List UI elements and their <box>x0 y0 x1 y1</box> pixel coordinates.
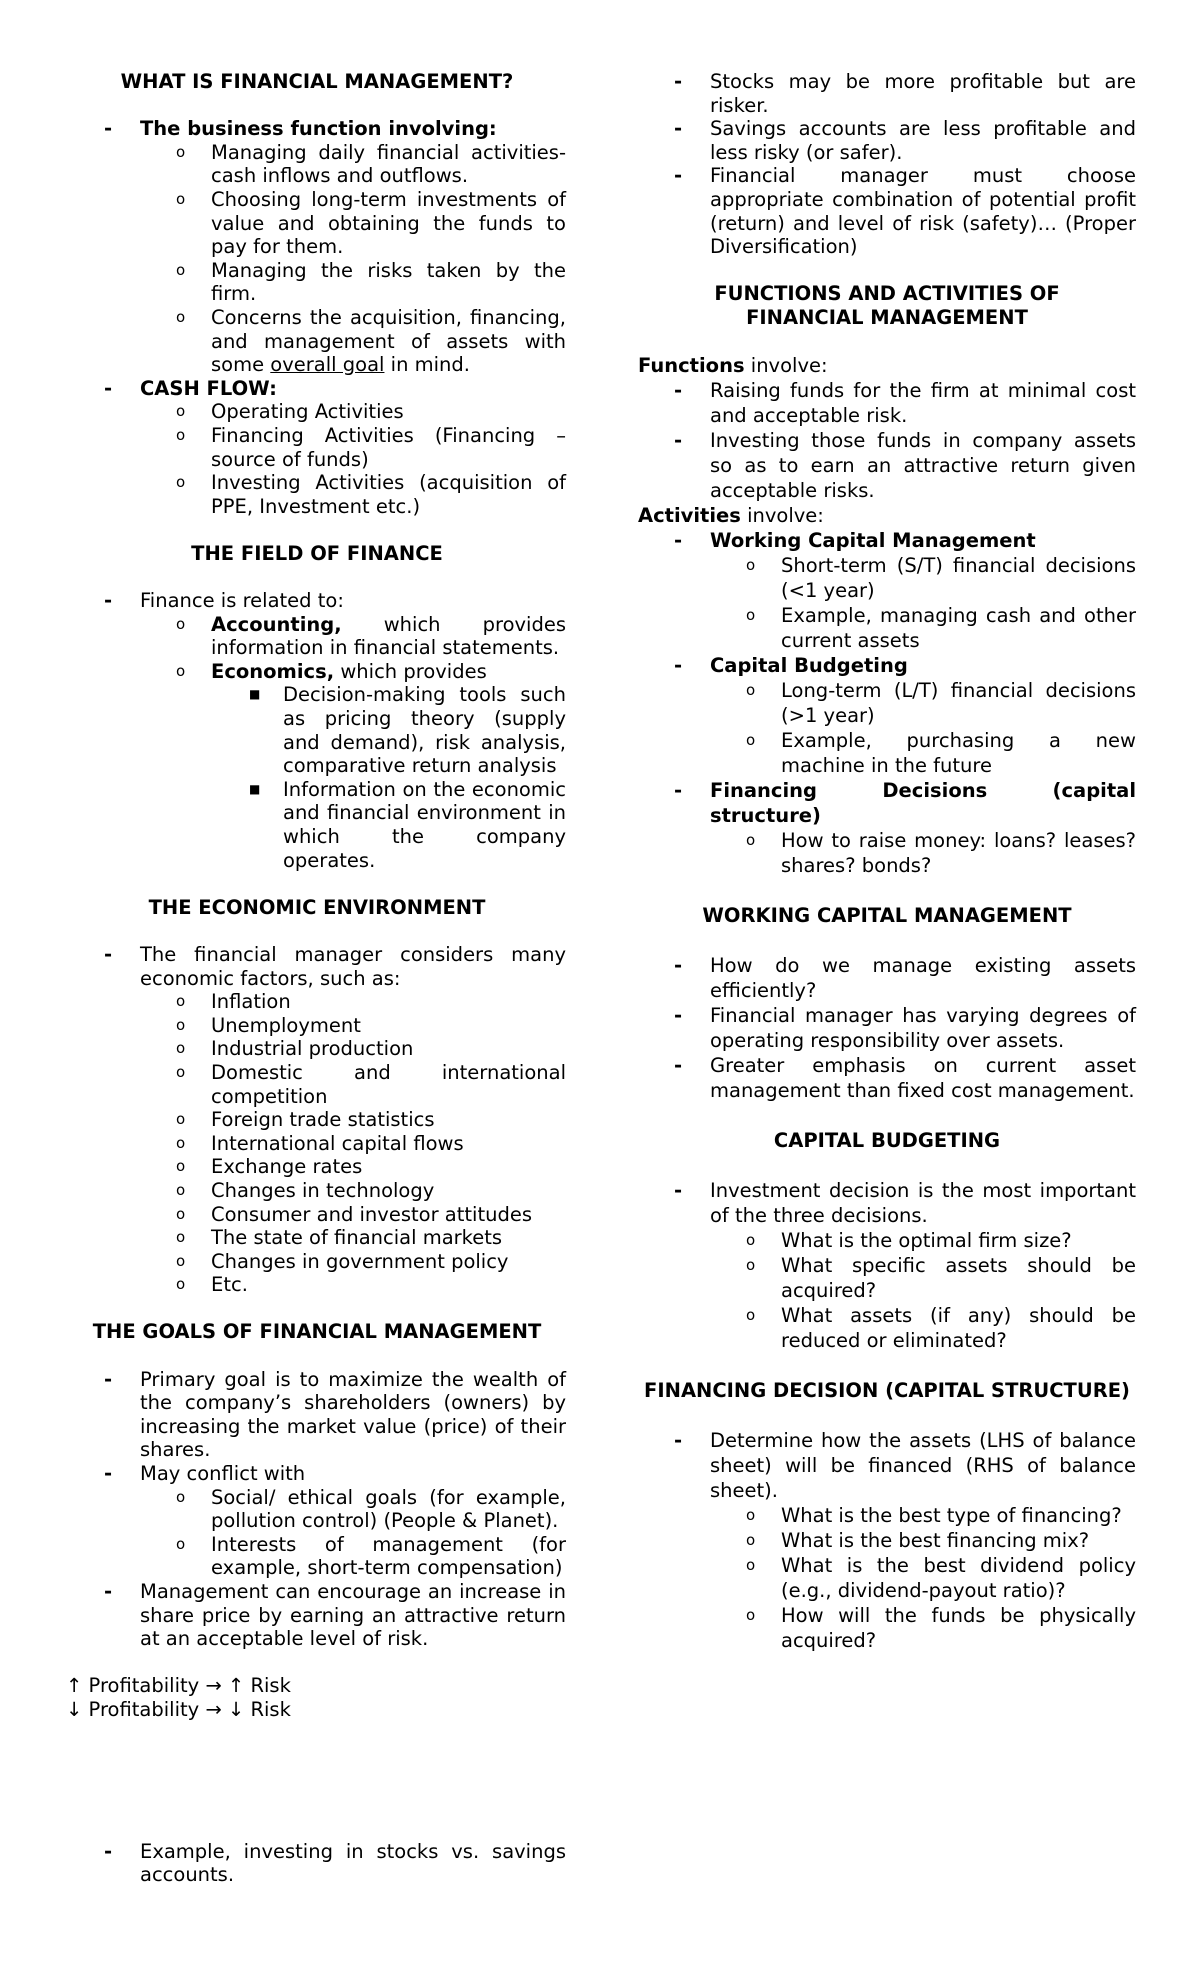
list-item: o Example, purchasing a new machine in the future <box>746 729 1136 778</box>
bullet-management: - Management can encourage an increase in share price by earning an attractive return at an acceptable level of risk. <box>104 1580 566 1651</box>
heading-financing-decision: FINANCING DECISION (CAPITAL STRUCTURE) <box>644 1379 1130 1403</box>
list-item: ■ Decision-making tools such as pricing theory (supply and demand), risk analysis, comparative return analysis <box>249 683 566 778</box>
list-item: o What is the best dividend policy (e.g., dividend-payout ratio)? <box>746 1554 1136 1603</box>
list-item: o Financing Activities (Financing – source of funds) <box>176 423 566 471</box>
list-item: o Changes in government policy <box>176 1249 509 1273</box>
bullet-financial-manager: - Financial manager must choose appropriate combination of potential profit (return) and level of risk (safety)… (Proper Diversification) <box>674 164 1136 259</box>
list-item: o Managing daily financial activities- cash inflows and outflows. <box>176 140 566 188</box>
list-item: o The state of financial markets <box>176 1226 503 1250</box>
list-item: o International capital flows <box>176 1131 464 1155</box>
heading-capital-budgeting: CAPITAL BUDGETING <box>773 1129 1001 1153</box>
list-item: o Exchange rates <box>176 1155 363 1179</box>
right-column <box>638 70 1136 1653</box>
list-item: o Etc. <box>176 1273 248 1297</box>
list-item: o Accounting, which provides information in financial statements. <box>176 612 566 660</box>
heading-working-capital: WORKING CAPITAL MANAGEMENT <box>702 904 1072 928</box>
list-item: o Choosing long-term investments of value and obtaining the funds to pay for them. <box>176 187 566 259</box>
list-item: o Economics, which provides <box>176 659 487 683</box>
list-item: o Short-term (S/T) financial decisions (<1 year) <box>746 554 1136 603</box>
list-item: - Greater emphasis on current asset management than fixed cost management. <box>674 1054 1136 1103</box>
bullet-savings: - Savings accounts are less profitable and less risky (or safer). <box>674 117 1136 164</box>
bullet-financing-decisions: - Financing Decisions (capital structure) <box>674 779 1136 828</box>
bullet-env-lead: - The financial manager considers many economic factors, such as: <box>104 942 566 990</box>
list-item: o Changes in technology <box>176 1178 435 1202</box>
bullet-cash-flow: - CASH FLOW: <box>104 376 277 400</box>
bullet-may-conflict: - May conflict with <box>104 1462 306 1486</box>
list-item: o What is the optimal firm size? <box>746 1229 1072 1253</box>
list-item: - Financial manager has varying degrees of operating responsibility over assets. <box>674 1004 1136 1053</box>
list-item: o Industrial production <box>176 1037 414 1061</box>
left-column <box>68 70 566 1887</box>
list-item: ■ Information on the economic and financial environment in which the company operates. <box>249 777 566 872</box>
bullet-finance-related: - Finance is related to: <box>104 589 344 613</box>
bullet-determine-assets: - Determine how the assets (LHS of balance sheet) will be financed (RHS of balance sheet). <box>674 1429 1136 1503</box>
heading-what-is-fm: WHAT IS FINANCIAL MANAGEMENT? <box>120 70 514 93</box>
heading-goals-of-fm: THE GOALS OF FINANCIAL MANAGEMENT <box>92 1320 542 1344</box>
list-item: o What specific assets should be acquired? <box>746 1254 1136 1303</box>
activities-lead: Activities involve: <box>638 504 824 528</box>
list-item: o Domestic and international competition <box>176 1060 566 1108</box>
bullet-primary-goal: - Primary goal is to maximize the wealth of the company’s shareholders (owners) by increasing the market value (price) of their shares. <box>104 1367 566 1462</box>
bullet-example: - Example, investing in stocks vs. savings accounts. <box>104 1839 566 1887</box>
bullet-raising-funds: - Raising funds for the firm at minimal cost and acceptable risk. <box>674 379 1136 428</box>
list-item: - How do we manage existing assets efficiently? <box>674 954 1136 1003</box>
bullet-business-function: - The business function involving: <box>104 117 497 141</box>
heading-functions-activities: FUNCTIONS AND ACTIVITIES OF FINANCIAL MANAGEMENT <box>714 282 1060 329</box>
profitability-up: ↑ Profitability → ↑ Risk <box>66 1674 291 1698</box>
list-item: o Consumer and investor attitudes <box>176 1202 532 1226</box>
list-item: o Unemployment <box>176 1013 361 1037</box>
list-item: o How to raise money: loans? leases? shares? bonds? <box>746 829 1136 878</box>
bullet-wcm: - Working Capital Management <box>674 529 1036 553</box>
functions-lead: Functions involve: <box>638 354 828 378</box>
list-item: o Operating Activities <box>176 400 404 424</box>
profitability-down: ↓ Profitability → ↓ Risk <box>66 1697 291 1721</box>
bullet-capital-budgeting: - Capital Budgeting <box>674 654 908 678</box>
heading-economic-environment: THE ECONOMIC ENVIRONMENT <box>148 895 486 919</box>
list-item: o What is the best type of financing? <box>746 1504 1122 1528</box>
list-item: o Example, managing cash and other current assets <box>746 604 1136 653</box>
list-item: o Managing the risks taken by the firm. <box>176 258 566 306</box>
list-item: o How will the funds be physically acquired? <box>746 1604 1136 1653</box>
list-item: o What assets (if any) should be reduced or eliminated? <box>746 1304 1136 1353</box>
list-item: o What is the best financing mix? <box>746 1529 1090 1553</box>
bullet-stocks: - Stocks may be more profitable but are risker. <box>674 70 1136 117</box>
list-item: o Investing Activities (acquisition of PPE, Investment etc.) <box>176 471 566 518</box>
list-item: o Interests of management (for example, short-term compensation) <box>176 1532 566 1580</box>
heading-field-of-finance: THE FIELD OF FINANCE <box>191 541 443 565</box>
list-item: o Long-term (L/T) financial decisions (>1 year) <box>746 679 1136 728</box>
list-item: o Foreign trade statistics <box>176 1108 435 1132</box>
list-item: o Concerns the acquisition, financing, and management of assets with some overall goal in mind. <box>176 305 566 377</box>
bullet-investing-funds: - Investing those funds in company assets so as to earn an attractive return given acceptable risks. <box>674 429 1136 503</box>
bullet-investment-decision: - Investment decision is the most important of the three decisions. <box>674 1179 1136 1228</box>
list-item: o Social/ ethical goals (for example, pollution control) (People & Planet). <box>176 1485 566 1533</box>
list-item: o Inflation <box>176 990 291 1014</box>
